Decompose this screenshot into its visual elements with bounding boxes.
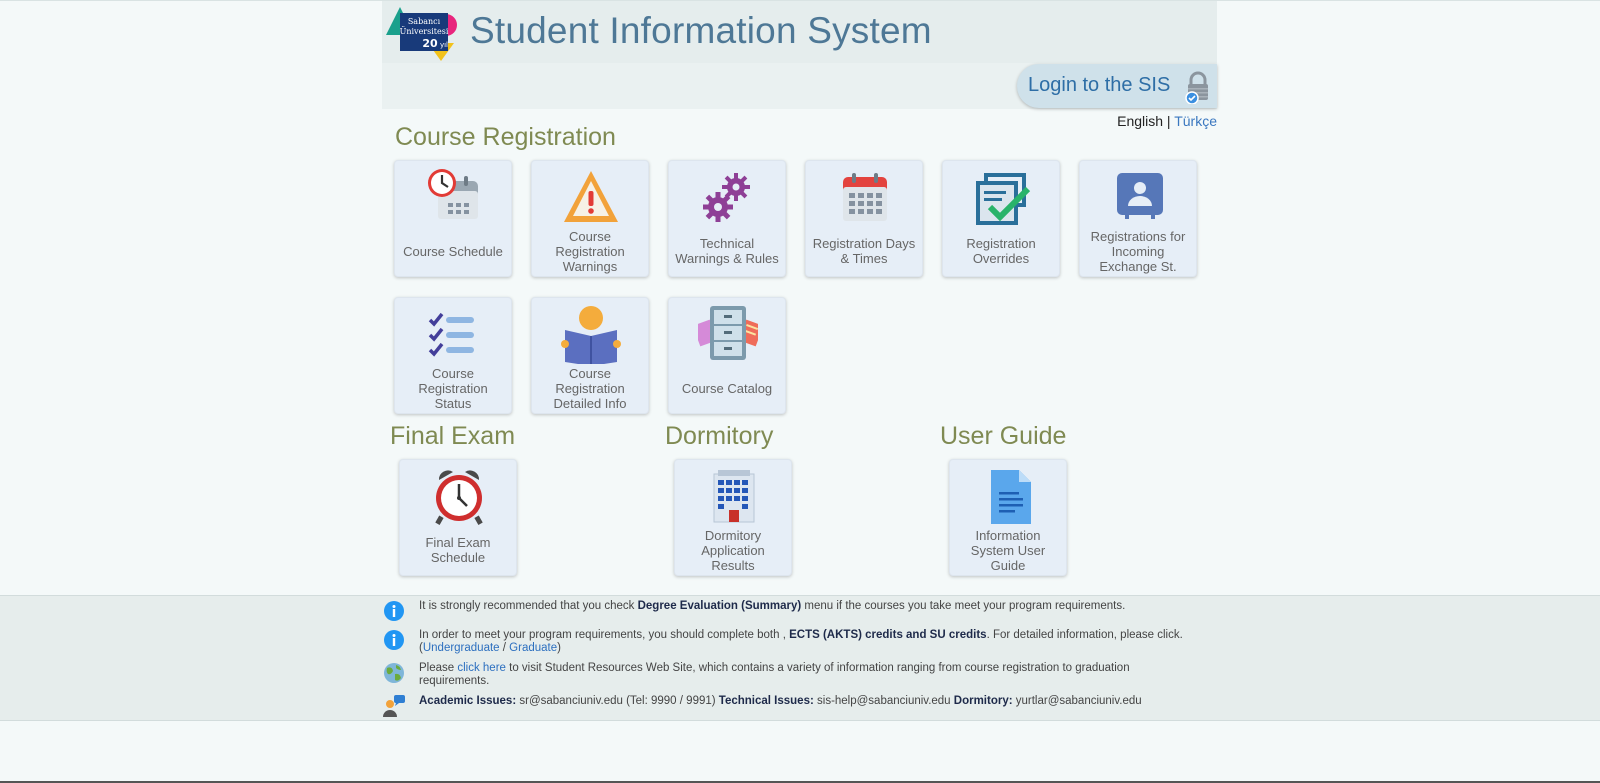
calendar-clock-icon [424,167,484,227]
tile-label: Registration Overrides [966,236,1036,266]
tile-label: Course Schedule [403,243,503,259]
section-title-final-exam: Final Exam [390,422,516,450]
info-text [419,662,1199,688]
document-check-icon [972,167,1032,227]
tile-course-registration-status[interactable] [394,297,512,414]
tile-final-exam-schedule[interactable] [399,459,517,576]
tile-label: Course Registration Status [418,365,488,411]
tile-label: Registration Days & Times [812,236,916,266]
site-title: Student Information System [470,10,932,51]
lock-check-icon [1184,70,1212,104]
tile-dormitory-application-results[interactable] [674,459,792,576]
lang-english[interactable]: English [1117,113,1164,129]
logo-text-20: 20 [422,37,438,50]
warning-triangle-icon [561,167,621,227]
info-text-part: menu if the courses you take meet your program requirements. [801,600,1126,612]
graduate-link[interactable]: Graduate [509,642,558,654]
tile-label: Registrations for Incoming Exchange St. [1090,228,1186,274]
undergraduate-link[interactable]: Undergraduate [422,642,500,654]
login-button[interactable] [1017,64,1217,108]
degree-evaluation-bold: Degree Evaluation (Summary) [637,600,802,612]
info-icon [383,629,405,651]
credits-bold: ECTS (AKTS) credits and SU credits [789,629,987,641]
lang-turkish-link[interactable]: Türkçe [1174,113,1217,129]
info-text [419,695,1199,708]
calendar-icon [835,167,895,227]
logo-text-yil: yıl [439,41,449,49]
dormitory-value: yurtlar@sabanciuniv.edu [1012,695,1142,707]
gears-icon [698,167,758,227]
tile-label: Final Exam Schedule [425,535,491,565]
building-icon [704,466,764,526]
info-text [419,629,1199,655]
globe-icon [383,662,405,684]
tile-label: Dormitory Application Results [701,527,765,573]
dormitory-label: Dormitory: [953,695,1013,707]
checklist-icon [424,304,484,364]
logo-text-line2: Üniversitesi [399,27,449,36]
tile-course-catalog[interactable] [668,297,786,414]
tile-label: Information System User Guide [970,527,1046,573]
info-text-part: Please [419,662,458,674]
document-icon [979,466,1039,526]
tile-registration-overrides[interactable] [942,160,1060,277]
info-text-part: ) [557,642,561,654]
alarm-clock-icon [429,466,489,526]
section-title-course-registration: Course Registration [395,123,616,151]
info-text-part: to visit Student Resources Web Site, which contains a variety of information ranging from course registration to graduation requirements. [419,662,1130,687]
tile-label: Course Registration Detailed Info [553,365,627,411]
section-title-user-guide: User Guide [940,422,1067,450]
contact-people-icon [383,695,405,717]
technical-issues-value: sis-help@sabanciuniv.edu [813,695,954,707]
sabanci-20-yil-logo[interactable] [386,5,458,61]
tile-label: Course Registration Warnings [555,228,625,274]
info-text [419,600,1199,613]
lang-separator: | [1166,113,1171,129]
tile-label: Technical Warnings & Rules [675,236,779,266]
login-button-label: Login to the SIS [1028,74,1171,96]
academic-issues-value: sr@sabanciuniv.edu (Tel: 9990 / 9991) [516,695,719,707]
section-title-dormitory: Dormitory [665,422,774,450]
logo-text-line1: Sabancı [407,17,441,26]
info-icon [383,600,405,622]
id-card-icon [1109,167,1169,227]
tile-technical-warnings-rules[interactable] [668,160,786,277]
header [382,1,1217,63]
tile-course-registration-detailed-info[interactable] [531,297,649,414]
person-reading-icon [561,304,621,364]
file-cabinet-icon [698,304,758,364]
tile-label: Course Catalog [681,380,773,396]
technical-issues-label: Technical Issues: [718,695,814,707]
info-text-part: It is strongly recommended that you check [419,600,638,612]
login-bar [382,63,1217,109]
tile-registration-days-times[interactable] [805,160,923,277]
info-bar [0,595,1600,721]
student-resources-link[interactable]: click here [457,662,506,674]
info-text-part: / [499,642,510,654]
tile-registrations-incoming-exchange[interactable] [1079,160,1197,277]
info-text-part: In order to meet your program requirements, you should complete both , [419,629,790,641]
info-text-part: . For detailed information, please click. ( [419,629,1183,654]
language-switcher [1117,113,1217,129]
tile-course-schedule[interactable] [394,160,512,277]
tile-information-system-user-guide[interactable] [949,459,1067,576]
academic-issues-label: Academic Issues: [419,695,517,707]
tile-course-registration-warnings[interactable] [531,160,649,277]
